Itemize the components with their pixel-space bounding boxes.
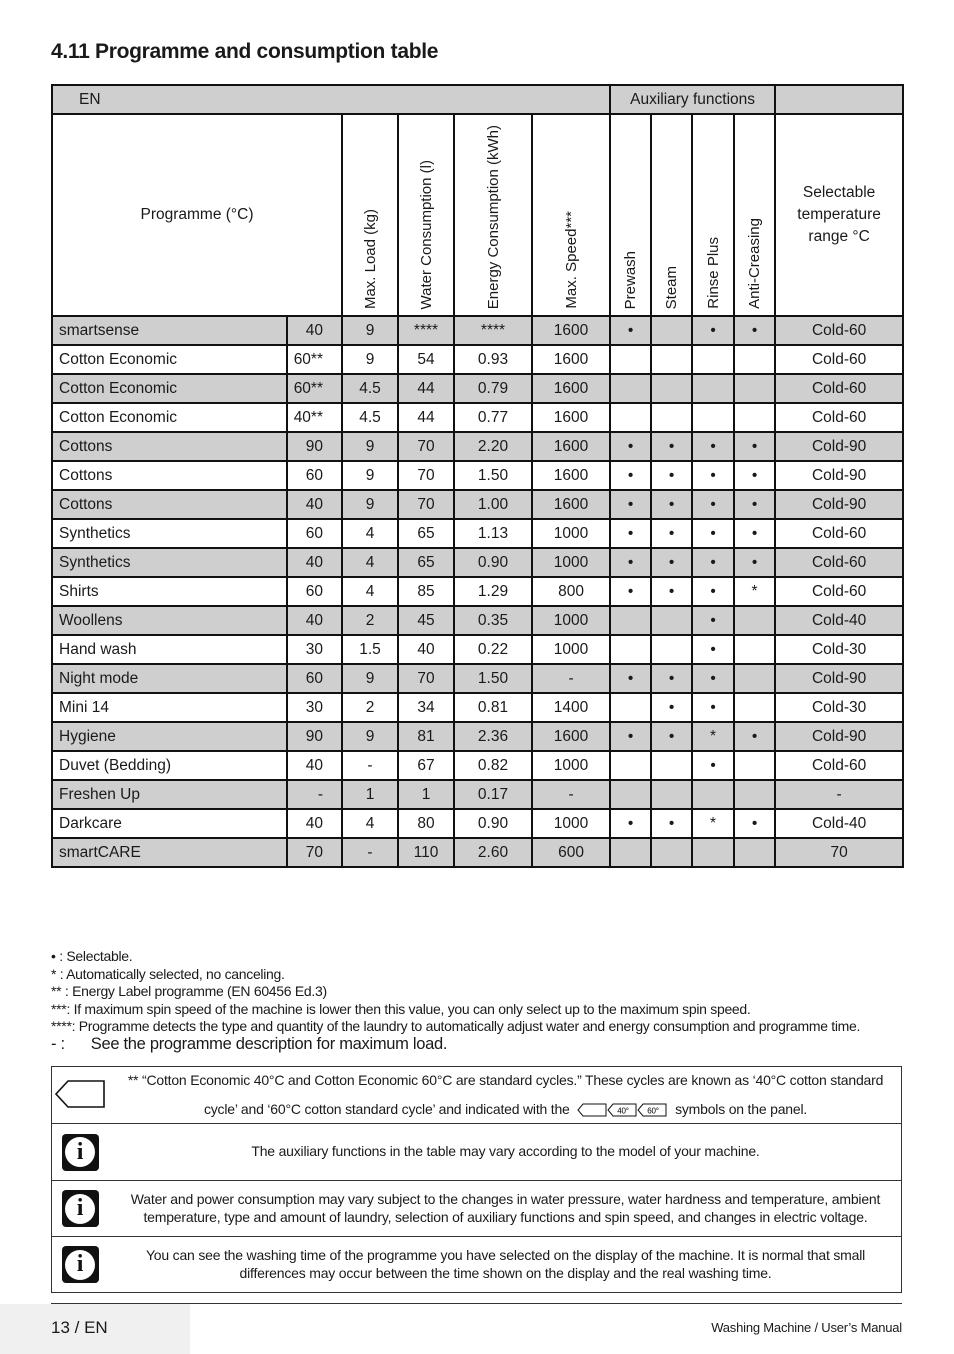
max-speed-cell: 1600 [532, 345, 610, 374]
info-notes-table [51, 1066, 902, 1293]
steam-cell [651, 316, 692, 345]
programme-temperature: 90 [287, 722, 342, 751]
steam-cell [651, 838, 692, 867]
table-row [52, 577, 903, 606]
anti-creasing-cell: • [734, 432, 775, 461]
steam-cell: • [651, 693, 692, 722]
steam-cell [651, 345, 692, 374]
max-load-cell: 9 [342, 664, 398, 693]
temperature-range-cell: Cold-60 [775, 345, 903, 374]
programme-symbol-icon [54, 1079, 106, 1109]
programme-name: Cottons [52, 461, 287, 490]
anti-creasing-cell: • [734, 461, 775, 490]
energy-cell: 0.22 [454, 635, 532, 664]
programme-temperature: 70 [287, 838, 342, 867]
temperature-range-cell: Cold-60 [775, 577, 903, 606]
water-cell: 85 [398, 577, 454, 606]
programme-name: smartCARE [52, 838, 287, 867]
energy-label: Energy Consumption (kWh) [484, 124, 502, 309]
info-icon [62, 1190, 99, 1227]
programme-table [51, 84, 904, 868]
symbol-40-text: 40° [617, 1106, 630, 1116]
steam-cell [651, 403, 692, 432]
panel-symbols [577, 1103, 667, 1117]
table-row [52, 780, 903, 809]
programme-temperature: 40** [287, 403, 342, 432]
anti-creasing-cell [734, 606, 775, 635]
blank-header-cell [775, 85, 903, 114]
consumption-note: Water and power consumption may vary subject to the changes in water pressure, water hardness and temperature, ambient temperature, type and amount of laundry, selection of auxiliary functions and spin speed, and changes in electric voltage. [108, 1181, 902, 1237]
rinse-plus-cell: • [692, 548, 734, 577]
rinse-plus-cell: * [692, 722, 734, 751]
prewash-cell [610, 635, 651, 664]
footnote: • : Selectable. [51, 948, 133, 964]
max-speed-cell: 1000 [532, 751, 610, 780]
rinse-plus-cell: * [692, 809, 734, 838]
blank-arrow-icon [577, 1103, 607, 1117]
info-icon-cell [52, 1181, 109, 1237]
max-speed-cell: 1600 [532, 374, 610, 403]
prewash-cell [610, 693, 651, 722]
water-cell: 70 [398, 461, 454, 490]
temperature-range-cell: Cold-90 [775, 490, 903, 519]
prewash-cell: • [610, 664, 651, 693]
prewash-cell: • [610, 432, 651, 461]
anti-creasing-cell [734, 374, 775, 403]
programme-name: Cotton Economic [52, 374, 287, 403]
info-glyph: i [65, 1250, 95, 1280]
table-row [52, 751, 903, 780]
max-speed-cell: 1600 [532, 490, 610, 519]
rinse-plus-cell: • [692, 316, 734, 345]
steam-cell: • [651, 809, 692, 838]
footnote: ****: Programme detects the type and quantity of the laundry to automatically adjust water and energy consumption and programme time. [51, 1018, 861, 1034]
prewash-cell [610, 403, 651, 432]
prewash-cell [610, 606, 651, 635]
temperature-range-cell: Cold-90 [775, 722, 903, 751]
table-row [52, 461, 903, 490]
max-speed-cell: 1600 [532, 316, 610, 345]
energy-cell: 0.79 [454, 374, 532, 403]
max-speed-cell: 1600 [532, 461, 610, 490]
temperature-range-cell: Cold-90 [775, 461, 903, 490]
energy-cell: 1.29 [454, 577, 532, 606]
table-row [52, 606, 903, 635]
max-speed-cell: 1000 [532, 635, 610, 664]
max-speed-cell: 1400 [532, 693, 610, 722]
energy-cell: 0.81 [454, 693, 532, 722]
anti-creasing-label: Anti-Creasing [746, 218, 764, 309]
programme-symbol-cell [52, 1067, 109, 1124]
max-load-cell: 9 [342, 722, 398, 751]
rinse-plus-cell [692, 345, 734, 374]
anti-creasing-cell: * [734, 577, 775, 606]
table-row [52, 548, 903, 577]
steam-cell [651, 606, 692, 635]
max-speed-cell: 1000 [532, 809, 610, 838]
max-speed-cell: 1000 [532, 606, 610, 635]
water-cell: 34 [398, 693, 454, 722]
programme-name: Freshen Up [52, 780, 287, 809]
programme-temperature: 60** [287, 345, 342, 374]
max-load-cell: 4.5 [342, 374, 398, 403]
table-row [52, 809, 903, 838]
steam-cell: • [651, 432, 692, 461]
energy-cell: 0.90 [454, 548, 532, 577]
programme-name: smartsense [52, 316, 287, 345]
programme-temperature: 60 [287, 461, 342, 490]
table-row [52, 635, 903, 664]
info-icon-cell [52, 1237, 109, 1293]
water-cell: 45 [398, 606, 454, 635]
region-label: EN [52, 85, 610, 114]
water-cell: 80 [398, 809, 454, 838]
anti-creasing-cell: • [734, 519, 775, 548]
table-row [52, 838, 903, 867]
prewash-cell: • [610, 316, 651, 345]
steam-cell [651, 751, 692, 780]
energy-cell: 1.13 [454, 519, 532, 548]
water-cell: 70 [398, 664, 454, 693]
max-load-cell: 4 [342, 577, 398, 606]
max-speed-cell: - [532, 780, 610, 809]
programme-name: Cottons [52, 490, 287, 519]
programme-name: Synthetics [52, 548, 287, 577]
programme-name: Woollens [52, 606, 287, 635]
prewash-label: Prewash [622, 250, 640, 309]
prewash-cell: • [610, 490, 651, 519]
anti-creasing-cell [734, 838, 775, 867]
rinse-plus-cell: • [692, 664, 734, 693]
footnote: ** : Energy Label programme (EN 60456 Ed.3) [51, 983, 327, 999]
arrow-40-icon [607, 1103, 637, 1117]
page-number: 13 / EN [51, 1318, 108, 1337]
rinse-plus-cell: • [692, 490, 734, 519]
temperature-range-cell: Cold-60 [775, 751, 903, 780]
programme-temperature: 40 [287, 809, 342, 838]
programme-name: Darkcare [52, 809, 287, 838]
programme-header: Programme (°C) [52, 114, 342, 316]
footnote-max-load [51, 1036, 921, 1054]
cotton-note-text-a: cycle’ and ‘60°C cotton standard cycle’ and indicated with the [203, 1101, 570, 1117]
temperature-range-cell: Cold-60 [775, 519, 903, 548]
steam-cell: • [651, 722, 692, 751]
max-load-cell: 4 [342, 809, 398, 838]
anti-creasing-header [734, 114, 775, 316]
max-speed-cell: 1600 [532, 722, 610, 751]
programme-name: Mini 14 [52, 693, 287, 722]
manual-title: Washing Machine / User’s Manual [711, 1320, 902, 1335]
temperature-range-cell: Cold-30 [775, 693, 903, 722]
max-speed-cell: - [532, 664, 610, 693]
steam-cell: • [651, 461, 692, 490]
max-load-header [342, 114, 398, 316]
steam-header [651, 114, 692, 316]
steam-cell: • [651, 664, 692, 693]
energy-cell: 0.93 [454, 345, 532, 374]
energy-cell: 1.50 [454, 664, 532, 693]
max-load-cell: 4.5 [342, 403, 398, 432]
aux-functions-header: Auxiliary functions [610, 85, 775, 114]
page-title: 4.11 Programme and consumption table [51, 40, 439, 63]
temperature-range-header: Selectable temperature range °C [775, 114, 903, 316]
table-row [52, 664, 903, 693]
footnote: ***: If maximum spin speed of the machine is lower then this value, you can only select up to the maximum spin speed. [51, 1000, 751, 1017]
rinse-plus-cell: • [692, 432, 734, 461]
energy-header [454, 114, 532, 316]
programme-temperature: 40 [287, 606, 342, 635]
water-cell: 70 [398, 490, 454, 519]
rinse-plus-cell: • [692, 606, 734, 635]
water-cell: 110 [398, 838, 454, 867]
cotton-note-line1: ** “Cotton Economic 40°C and Cotton Economic 60°C are standard cycles.” These cycles are known as ‘40°C cotton standard [127, 1071, 884, 1088]
arrow-60-icon [637, 1103, 667, 1117]
footnotes [51, 948, 921, 1053]
temperature-range-cell: Cold-90 [775, 432, 903, 461]
water-cell: 40 [398, 635, 454, 664]
programme-name: Cotton Economic [52, 345, 287, 374]
info-glyph: i [65, 1137, 95, 1167]
rinse-plus-cell: • [692, 577, 734, 606]
energy-cell: 0.77 [454, 403, 532, 432]
water-cell: 70 [398, 432, 454, 461]
anti-creasing-cell: • [734, 490, 775, 519]
footer-divider [51, 1303, 902, 1304]
prewash-cell: • [610, 461, 651, 490]
info-glyph: i [65, 1194, 95, 1224]
prewash-cell [610, 751, 651, 780]
max-load-cell: 2 [342, 693, 398, 722]
water-cell: 44 [398, 374, 454, 403]
prewash-cell [610, 780, 651, 809]
steam-cell: • [651, 577, 692, 606]
programme-temperature: 30 [287, 693, 342, 722]
water-header [398, 114, 454, 316]
cotton-standard-note [108, 1067, 902, 1124]
temperature-range-cell: Cold-60 [775, 403, 903, 432]
temperature-range-cell: Cold-60 [775, 374, 903, 403]
steam-cell [651, 374, 692, 403]
energy-cell: 1.50 [454, 461, 532, 490]
table-row [52, 374, 903, 403]
max-load-cell: 9 [342, 316, 398, 345]
max-speed-cell: 1600 [532, 432, 610, 461]
temperature-range-cell: 70 [775, 838, 903, 867]
programme-name: Hand wash [52, 635, 287, 664]
water-cell: 81 [398, 722, 454, 751]
water-cell: 54 [398, 345, 454, 374]
max-speed-cell: 1600 [532, 403, 610, 432]
rinse-plus-cell: • [692, 635, 734, 664]
programme-name: Cotton Economic [52, 403, 287, 432]
prewash-header [610, 114, 651, 316]
max-load-cell: 9 [342, 432, 398, 461]
rinse-plus-cell: • [692, 751, 734, 780]
water-label: Water Consumption (l) [417, 159, 435, 309]
programme-name: Duvet (Bedding) [52, 751, 287, 780]
anti-creasing-cell: • [734, 722, 775, 751]
max-load-cell: - [342, 751, 398, 780]
energy-cell: **** [454, 316, 532, 345]
info-icon [62, 1246, 99, 1283]
table-row [52, 403, 903, 432]
temperature-range-cell: Cold-60 [775, 316, 903, 345]
max-load-label: Max. Load (kg) [361, 208, 379, 309]
programme-temperature: 40 [287, 751, 342, 780]
max-speed-cell: 1000 [532, 519, 610, 548]
water-cell: 65 [398, 519, 454, 548]
energy-cell: 1.00 [454, 490, 532, 519]
max-load-cell: 9 [342, 461, 398, 490]
prewash-cell: • [610, 548, 651, 577]
energy-cell: 0.82 [454, 751, 532, 780]
rinse-plus-cell [692, 780, 734, 809]
footnote-dash: - : [51, 1034, 65, 1053]
temperature-range-cell: Cold-30 [775, 635, 903, 664]
temperature-range-cell: - [775, 780, 903, 809]
footnote-text: See the programme description for maximum load. [90, 1034, 448, 1053]
rinse-plus-cell [692, 403, 734, 432]
steam-cell: • [651, 519, 692, 548]
anti-creasing-cell [734, 780, 775, 809]
table-row [52, 345, 903, 374]
rinse-plus-header [692, 114, 734, 316]
max-load-cell: 4 [342, 548, 398, 577]
max-load-cell: - [342, 838, 398, 867]
max-speed-cell: 800 [532, 577, 610, 606]
max-speed-label: Max. Speed*** [562, 211, 580, 309]
anti-creasing-cell [734, 403, 775, 432]
max-speed-header [532, 114, 610, 316]
anti-creasing-cell [734, 345, 775, 374]
prewash-cell [610, 838, 651, 867]
energy-cell: 2.20 [454, 432, 532, 461]
rinse-plus-cell: • [692, 693, 734, 722]
max-load-cell: 9 [342, 345, 398, 374]
aux-functions-note: The auxiliary functions in the table may vary according to the model of your machine. [108, 1124, 902, 1181]
programme-name: Synthetics [52, 519, 287, 548]
anti-creasing-cell: • [734, 548, 775, 577]
max-speed-cell: 1000 [532, 548, 610, 577]
programme-name: Shirts [52, 577, 287, 606]
prewash-cell: • [610, 577, 651, 606]
programme-temperature: 60 [287, 664, 342, 693]
anti-creasing-cell: • [734, 809, 775, 838]
max-load-cell: 2 [342, 606, 398, 635]
table-row [52, 693, 903, 722]
water-cell: 65 [398, 548, 454, 577]
rinse-plus-cell: • [692, 461, 734, 490]
info-icon-cell [52, 1124, 109, 1181]
energy-cell: 2.36 [454, 722, 532, 751]
steam-label: Steam [663, 265, 681, 309]
programme-temperature: 60 [287, 577, 342, 606]
prewash-cell [610, 374, 651, 403]
anti-creasing-cell [734, 693, 775, 722]
info-icon [62, 1134, 99, 1171]
anti-creasing-cell [734, 751, 775, 780]
washing-time-note: You can see the washing time of the programme you have selected on the display of the machine. It is normal that small differences may occur between the time shown on the display and the real washing time. [108, 1237, 902, 1293]
anti-creasing-cell [734, 635, 775, 664]
rinse-plus-cell [692, 374, 734, 403]
water-cell: **** [398, 316, 454, 345]
max-load-cell: 9 [342, 490, 398, 519]
steam-cell: • [651, 490, 692, 519]
rinse-plus-cell [692, 838, 734, 867]
cotton-note-line2 [116, 1101, 895, 1119]
temperature-range-cell: Cold-90 [775, 664, 903, 693]
prewash-cell [610, 345, 651, 374]
programme-temperature: - [287, 780, 342, 809]
energy-cell: 0.17 [454, 780, 532, 809]
water-cell: 67 [398, 751, 454, 780]
anti-creasing-cell [734, 664, 775, 693]
programme-name: Cottons [52, 432, 287, 461]
prewash-cell: • [610, 809, 651, 838]
energy-cell: 2.60 [454, 838, 532, 867]
footnote: * : Automatically selected, no canceling. [51, 965, 285, 982]
table-row [52, 490, 903, 519]
max-speed-cell: 600 [532, 838, 610, 867]
programme-temperature: 60** [287, 374, 342, 403]
rinse-plus-cell: • [692, 519, 734, 548]
water-cell: 1 [398, 780, 454, 809]
anti-creasing-cell: • [734, 316, 775, 345]
steam-cell: • [651, 548, 692, 577]
max-load-cell: 1 [342, 780, 398, 809]
programme-name: Night mode [52, 664, 287, 693]
max-load-cell: 1.5 [342, 635, 398, 664]
max-load-cell: 4 [342, 519, 398, 548]
prewash-cell: • [610, 519, 651, 548]
prewash-cell: • [610, 722, 651, 751]
programme-temperature: 30 [287, 635, 342, 664]
energy-cell: 0.90 [454, 809, 532, 838]
temperature-range-cell: Cold-40 [775, 809, 903, 838]
programme-temperature: 40 [287, 316, 342, 345]
rinse-plus-label: Rinse Plus [704, 237, 722, 309]
programme-temperature: 40 [287, 490, 342, 519]
table-row [52, 519, 903, 548]
cotton-note-text-b: symbols on the panel. [675, 1101, 808, 1117]
programme-temperature: 60 [287, 519, 342, 548]
table-row [52, 432, 903, 461]
programme-temperature: 90 [287, 432, 342, 461]
water-cell: 44 [398, 403, 454, 432]
temperature-range-cell: Cold-40 [775, 606, 903, 635]
steam-cell [651, 780, 692, 809]
steam-cell [651, 635, 692, 664]
temperature-range-cell: Cold-60 [775, 548, 903, 577]
programme-name: Hygiene [52, 722, 287, 751]
table-row [52, 316, 903, 345]
energy-cell: 0.35 [454, 606, 532, 635]
programme-temperature: 40 [287, 548, 342, 577]
symbol-60-text: 60° [647, 1106, 660, 1116]
table-row [52, 722, 903, 751]
